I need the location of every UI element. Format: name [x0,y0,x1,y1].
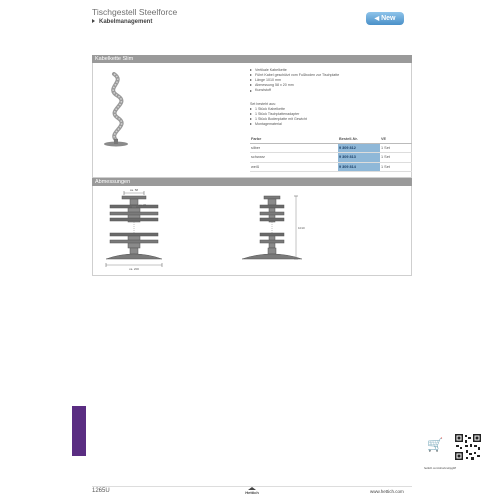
section-header-product: Kabelkette Slim [92,55,412,63]
table-cell: 1 Set [380,143,412,153]
table-row [250,153,412,163]
dimension-drawing [92,185,412,275]
list-item: 1 Stück Bodenplatte mit Gewicht [250,117,307,122]
table-cell: 1 Set [380,162,412,172]
qr-code [454,433,482,461]
dimension-label: ca. 200 [129,267,139,271]
column-header: Bestell-Nr. [338,136,380,143]
order-number: 9 309 812 [338,143,380,153]
table-row [250,143,412,153]
set-title: Set besteht aus: [250,102,276,106]
cart-icon: 🛒 [427,437,444,452]
section-header-dimensions: Abmessungen [92,178,412,186]
feature-list [250,68,339,93]
list-item: 1 Stück Tischplattenadapter [250,112,307,117]
order-number: 9 309 814 [338,162,380,172]
list-item: Montagematerial [250,122,307,127]
list-item: 1 Stück Kabelkette [250,107,307,112]
table-cell: weiß [250,162,338,172]
badge-label: New [381,15,396,22]
column-header: VE [380,136,412,143]
new-badge [366,12,404,25]
dimension-label: ca. 20 [139,204,147,207]
table-cell: schwarz [250,153,338,163]
front-view [106,188,162,271]
set-list [250,107,307,127]
list-item: Kunststoff [250,88,339,93]
table-cell: 1 Set [380,153,412,163]
table-row [250,162,412,172]
table-cell: silber [250,143,338,153]
list-item: Länge 1010 mm [250,78,339,83]
brand-name: Hettich [245,490,259,495]
cable-chain-image [100,72,136,152]
triangle-bullet-icon [92,19,95,23]
dimension-label: ca. 58 [129,188,139,192]
column-header: Farbe [250,136,338,143]
arrow-icon: ◀ [374,16,380,22]
qr-caption: hettich.com/shortcut/pg4ff [424,466,456,470]
page-subtitle [92,19,152,25]
subtitle-text: Kabelmanagement [99,19,153,25]
order-table [250,136,412,172]
list-item: Abmessung 58 x 20 mm [250,83,339,88]
chapter-tab [72,406,86,456]
order-number: 9 309 813 [338,153,380,163]
list-item: Führt Kabel geschützt vom Fußboden zur Tischplatte [250,73,339,78]
dimension-label: 1010 [298,226,305,230]
page-title: Tischgestell Steelforce [92,7,178,17]
page [72,0,456,500]
website-url: www.hettich.com [370,489,404,494]
side-view [242,196,305,259]
page-number: 1265U [92,488,110,494]
table-header-row [250,136,412,143]
list-item: Vertikale Kabelkette [250,68,339,73]
